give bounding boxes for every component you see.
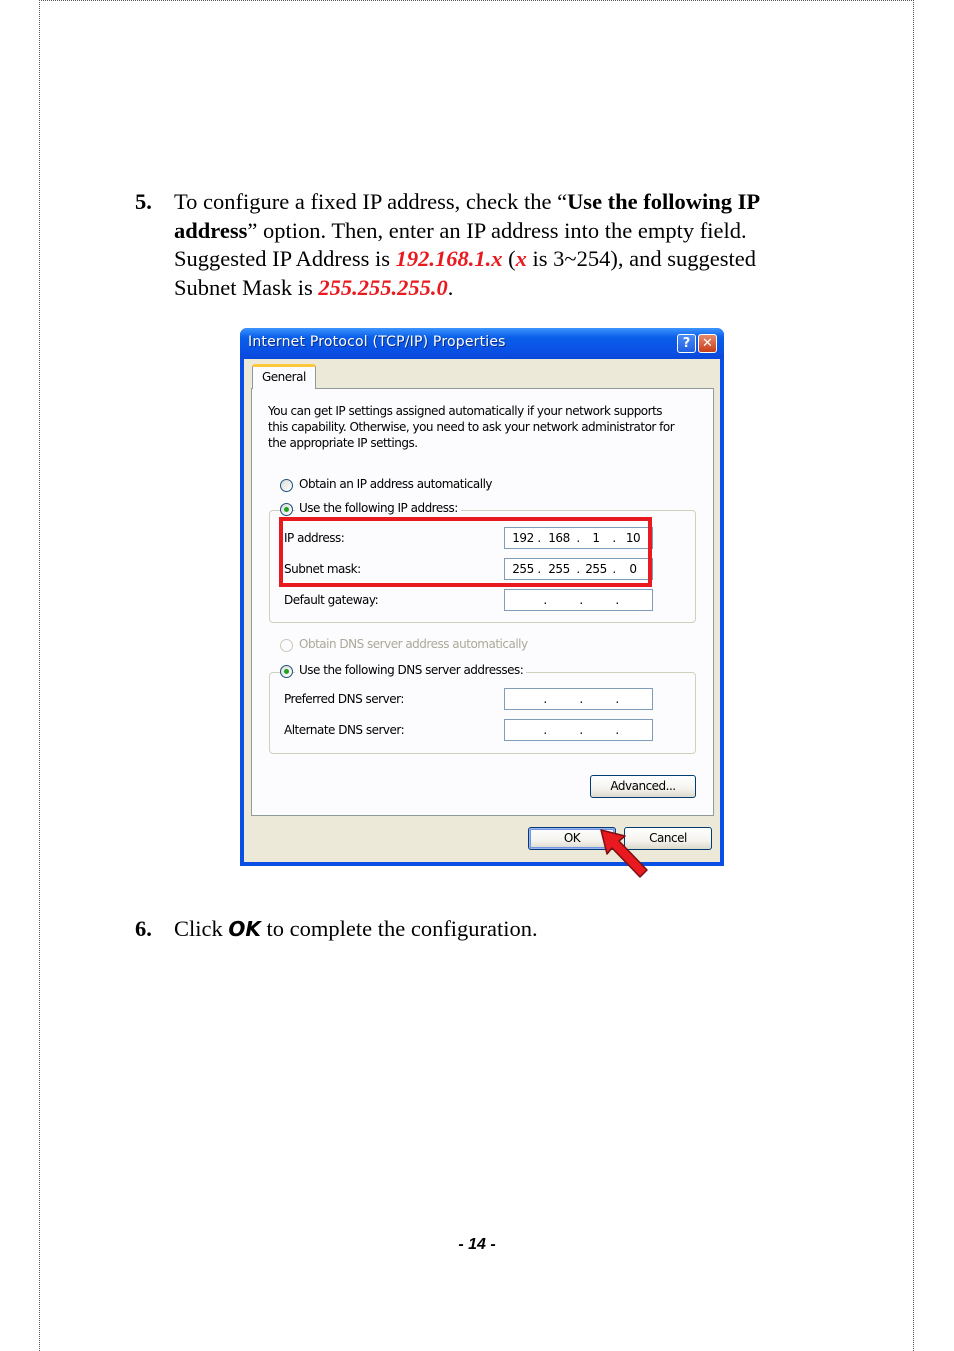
- advanced-button[interactable]: Advanced...: [590, 775, 696, 798]
- gateway-label: Default gateway:: [284, 593, 379, 607]
- preferred-dns-label: Preferred DNS server:: [284, 692, 404, 706]
- ip-address-input[interactable]: 192 . 168 . 1 . 10: [504, 527, 653, 549]
- x-variable: x: [515, 246, 527, 271]
- radio-manual-ip-label[interactable]: Use the following IP address:: [295, 501, 461, 515]
- radio-auto-ip-label[interactable]: Obtain an IP address automatically: [299, 477, 493, 491]
- dns-group: [269, 672, 696, 754]
- radio-manual-ip[interactable]: [280, 503, 293, 516]
- close-button[interactable]: [698, 334, 717, 353]
- arrow-icon: [599, 828, 649, 880]
- radio-auto-ip[interactable]: [280, 479, 293, 492]
- dialog-client: [244, 359, 720, 862]
- radio-manual-dns-label[interactable]: Use the following DNS server addresses:: [295, 663, 526, 677]
- step-6: [135, 915, 835, 945]
- step-5-text: To configure a fixed IP address, check the “Use the following IP address” option. Then, enter an IP address into the empty field. Suggested IP Address is 192.168.1.x (x is 3~254), and suggested Subnet Mask is 255.255.255.0.: [174, 189, 761, 300]
- title-bar[interactable]: [240, 328, 724, 359]
- close-icon: ✕: [702, 336, 713, 351]
- radio-auto-dns[interactable]: [280, 639, 293, 652]
- step-6-number: 6.: [135, 916, 152, 941]
- radio-manual-dns[interactable]: [280, 665, 293, 678]
- ip-address-label: IP address:: [284, 531, 345, 545]
- suggested-ip: 192.168.1.x: [395, 246, 503, 271]
- ip-subnet-highlight-box: [279, 517, 652, 587]
- subnet-mask-label: Subnet mask:: [284, 562, 361, 576]
- subnet-mask-input[interactable]: 255 . 255 . 255 . 0: [504, 558, 653, 580]
- page-number: - 14 -: [458, 1236, 496, 1253]
- option-name: Use the following IP: [567, 189, 761, 214]
- alternate-dns-input[interactable]: . . .: [504, 719, 653, 741]
- option-name-cont: address: [174, 217, 248, 243]
- intro-text: You can get IP settings assigned automatically if your network supports this capability. Otherwise, you need to ask your network administrator for the appropriate IP settings.: [268, 404, 675, 450]
- gateway-input[interactable]: . . .: [504, 589, 653, 611]
- radio-auto-dns-label[interactable]: Obtain DNS server address automatically: [299, 637, 528, 651]
- preferred-dns-input[interactable]: . . .: [504, 688, 653, 710]
- cancel-button[interactable]: Cancel: [624, 827, 712, 850]
- ok-button[interactable]: OK: [528, 827, 616, 850]
- suggested-mask: 255.255.255.0: [318, 274, 448, 300]
- step-5: [135, 188, 835, 308]
- general-panel: [251, 388, 714, 816]
- step-5-number: 5.: [135, 189, 152, 214]
- ok-keyword: OK: [228, 917, 261, 941]
- dialog-title: Internet Protocol (TCP/IP) Properties: [248, 334, 506, 350]
- help-button[interactable]: ?: [677, 334, 696, 353]
- tcpip-properties-dialog: [240, 328, 724, 866]
- step-6-text: Click OK to complete the configuration.: [174, 916, 538, 941]
- tab-general[interactable]: General: [252, 364, 316, 389]
- alternate-dns-label: Alternate DNS server:: [284, 723, 405, 737]
